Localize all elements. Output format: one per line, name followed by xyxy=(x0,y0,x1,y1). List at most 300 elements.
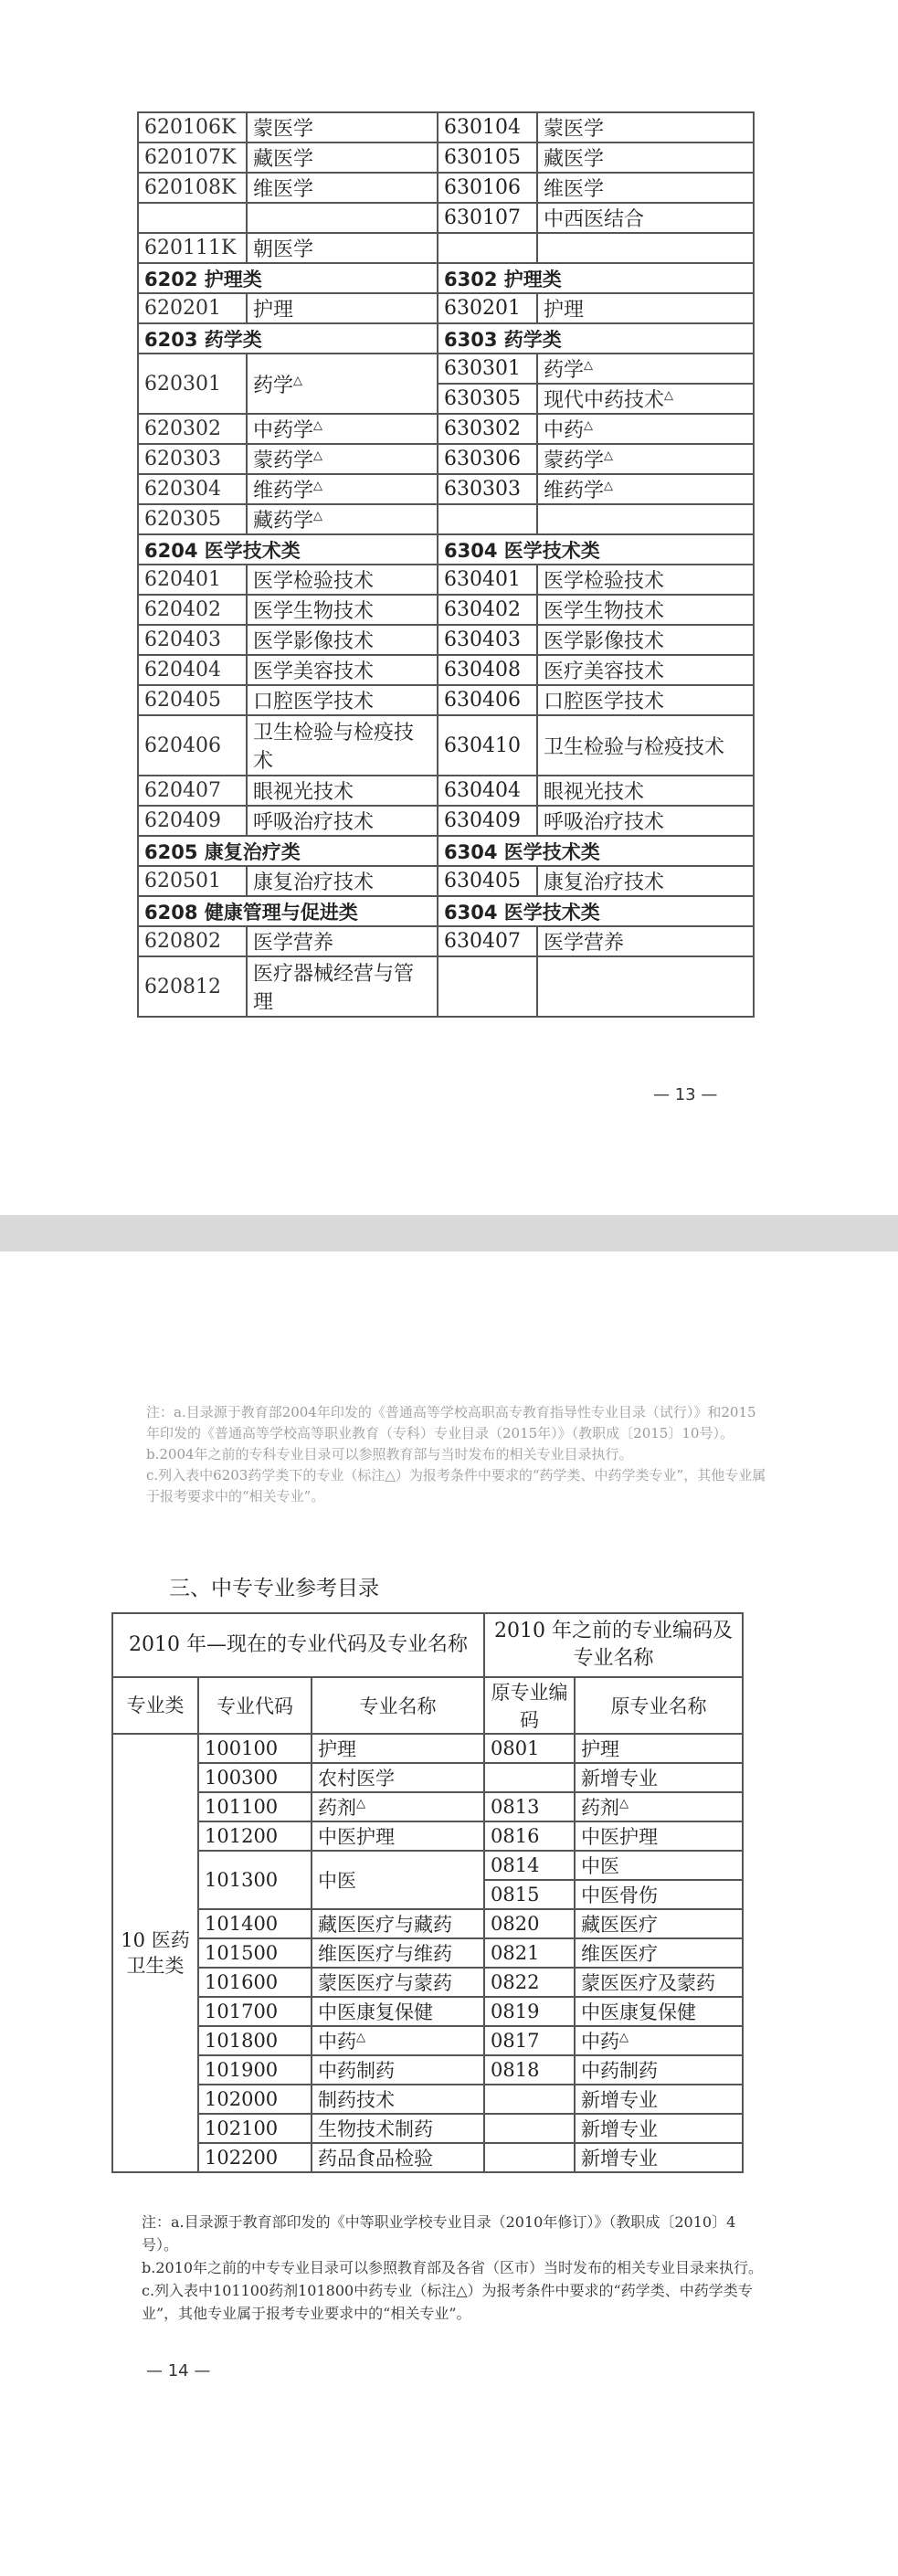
table-cell: 101600 xyxy=(198,1968,312,1997)
table-row xyxy=(112,1909,743,1938)
table-cell xyxy=(247,233,438,263)
table-cell: 630305 xyxy=(438,384,537,414)
category-heading: 6304 医学技术类 xyxy=(438,534,754,565)
table-cell xyxy=(575,1968,743,1997)
cell-text: 藏医学 xyxy=(544,148,605,171)
table-cell: 0816 xyxy=(484,1821,575,1851)
table-cell xyxy=(537,956,754,1017)
col-old-code: 原专业编码 xyxy=(484,1677,575,1734)
table-row xyxy=(138,866,754,896)
table-cell: 620404 xyxy=(138,655,247,685)
cell-text: 护理 xyxy=(253,299,294,322)
table-cell xyxy=(537,565,754,595)
table-cell xyxy=(312,1763,484,1792)
cell-text: 卫生检验与检疫技术 xyxy=(544,735,725,759)
triangle-mark: △ xyxy=(313,418,323,433)
table-row xyxy=(138,112,754,143)
table-cell: 0817 xyxy=(484,2026,575,2055)
cell-text: 中西医结合 xyxy=(544,208,645,231)
table-cell: 630402 xyxy=(438,595,537,625)
table-cell: 100300 xyxy=(198,1763,312,1792)
table-cell: 101100 xyxy=(198,1792,312,1821)
cell-text: 新增专业 xyxy=(581,2089,658,2111)
table-cell xyxy=(247,565,438,595)
cell-text: 药剂 xyxy=(581,1797,619,1819)
cell-text: 维医学 xyxy=(253,178,314,201)
table-cell: 620108K xyxy=(138,173,247,203)
table-cell xyxy=(312,1997,484,2026)
table-row xyxy=(138,625,754,655)
table-cell: 101400 xyxy=(198,1909,312,1938)
table-cell: 620409 xyxy=(138,806,247,836)
table-cell xyxy=(247,595,438,625)
cell-text: 药品食品检验 xyxy=(318,2148,433,2170)
table-cell: 630408 xyxy=(438,655,537,685)
cell-text: 维药学 xyxy=(253,480,314,502)
cell-text: 康复治疗技术 xyxy=(544,871,665,894)
cell-text: 中药 xyxy=(318,2031,356,2053)
table-cell xyxy=(312,1792,484,1821)
table-cell xyxy=(537,685,754,715)
triangle-mark: △ xyxy=(313,509,323,523)
table-cell: 620303 xyxy=(138,444,247,474)
cell-text: 藏医医疗 xyxy=(581,1914,658,1936)
page-13 xyxy=(0,0,898,1215)
category-heading: 6304 医学技术类 xyxy=(438,896,754,926)
table-cell: 医疗器械经营与管理 xyxy=(247,956,438,1017)
table-cell xyxy=(537,384,754,414)
table-cell xyxy=(247,926,438,956)
table-cell xyxy=(537,444,754,474)
cell-text: 医学生物技术 xyxy=(253,600,375,623)
table-cell: 620407 xyxy=(138,776,247,806)
cell-text: 呼吸治疗技术 xyxy=(544,811,665,834)
cell-text: 医学影像技术 xyxy=(544,630,665,653)
table-row xyxy=(138,534,754,565)
category-heading: 6303 药学类 xyxy=(438,323,754,354)
table-cell xyxy=(247,474,438,504)
table-cell: 620802 xyxy=(138,926,247,956)
table-cell: 0801 xyxy=(484,1734,575,1763)
table-cell xyxy=(312,2114,484,2143)
table-cell xyxy=(537,926,754,956)
category-heading: 6204 医学技术类 xyxy=(138,534,438,565)
cell-text: 维医学 xyxy=(544,178,605,201)
table-cell: 630201 xyxy=(438,293,537,323)
table-cell xyxy=(537,776,754,806)
higher-vocational-major-table xyxy=(137,111,755,1018)
table-row xyxy=(138,444,754,474)
table-row xyxy=(138,323,754,354)
table-cell: 0813 xyxy=(484,1792,575,1821)
triangle-mark: △ xyxy=(619,1797,629,1811)
page-gap xyxy=(0,1215,898,1251)
note-a: 注：a.目录源于教育部印发的《中等职业学校专业目录（2010年修订）》（教职成〔2010〕4号）。 xyxy=(142,2213,736,2254)
header-old: 2010 年之前的专业编码及专业名称 xyxy=(484,1613,743,1677)
cell-text: 护理 xyxy=(544,299,585,322)
table-cell xyxy=(537,655,754,685)
triangle-mark: △ xyxy=(293,374,303,388)
table-cell xyxy=(537,233,754,263)
table-cell: 620812 xyxy=(138,956,247,1017)
table-cell: 630104 xyxy=(438,112,537,143)
table-cell: 中医骨伤 xyxy=(575,1880,743,1909)
table-cell xyxy=(575,1734,743,1763)
col-name: 专业名称 xyxy=(312,1677,484,1734)
table-cell xyxy=(438,956,537,1017)
cell-text: 医学影像技术 xyxy=(253,630,375,653)
table-cell xyxy=(537,203,754,233)
table-cell: 0822 xyxy=(484,1968,575,1997)
table-cell xyxy=(575,1763,743,1792)
table-row xyxy=(112,2085,743,2114)
table-cell xyxy=(247,715,438,776)
table-row xyxy=(138,233,754,263)
table-cell: 0820 xyxy=(484,1909,575,1938)
cell-text: 医疗美容技术 xyxy=(544,660,665,683)
cell-text: 蒙医医疗及蒙药 xyxy=(581,1972,715,1994)
cell-text: 卫生检验与检疫技术 xyxy=(253,722,415,773)
table-cell xyxy=(537,715,754,776)
table-cell: 101800 xyxy=(198,2026,312,2055)
table-cell: 101700 xyxy=(198,1997,312,2026)
table-cell xyxy=(312,2143,484,2172)
cell-text: 口腔医学技术 xyxy=(253,691,375,713)
table-cell: 0814 xyxy=(484,1851,575,1880)
table-row xyxy=(138,263,754,293)
table-cell: 630301 xyxy=(438,354,537,384)
cell-text: 中药 xyxy=(581,2031,619,2053)
table-cell: 630107 xyxy=(438,203,537,233)
table-cell xyxy=(247,293,438,323)
cell-text: 药剂 xyxy=(318,1797,356,1819)
table-row xyxy=(112,1997,743,2026)
cell-text: 医学检验技术 xyxy=(544,570,665,593)
secondary-major-table xyxy=(111,1612,744,2173)
category-heading: 6304 医学技术类 xyxy=(438,836,754,866)
triangle-mark: △ xyxy=(604,449,614,463)
cell-text: 中医康复保健 xyxy=(318,2001,433,2023)
cell-text: 蒙医学 xyxy=(253,118,314,141)
table-row xyxy=(112,1821,743,1851)
cell-text: 制药技术 xyxy=(318,2089,395,2111)
table-row xyxy=(138,956,754,1017)
cell-text: 中药 xyxy=(544,419,585,442)
cell-text: 康复治疗技术 xyxy=(253,871,375,894)
table-cell: 630406 xyxy=(438,685,537,715)
cell-text: 朝医学 xyxy=(253,238,314,261)
cell-text: 药学 xyxy=(253,374,294,397)
triangle-mark: △ xyxy=(313,479,323,493)
table-row xyxy=(138,896,754,926)
cell-text: 药学 xyxy=(544,359,585,382)
header-new: 2010 年—现在的专业代码及专业名称 xyxy=(112,1613,484,1677)
table-cell: 620406 xyxy=(138,715,247,776)
table-cell xyxy=(247,354,438,414)
table-row xyxy=(112,2055,743,2085)
cell-text: 中医护理 xyxy=(581,1826,658,1848)
cell-text: 藏医医疗与藏药 xyxy=(318,1914,452,1936)
table-cell: 中医 xyxy=(575,1851,743,1880)
table-cell xyxy=(537,866,754,896)
cell-text: 医学检验技术 xyxy=(253,570,375,593)
table-row xyxy=(112,2026,743,2055)
triangle-mark: △ xyxy=(356,1797,365,1811)
table-cell: 102200 xyxy=(198,2143,312,2172)
table-row xyxy=(112,1734,743,1763)
table-cell: 630409 xyxy=(438,806,537,836)
table-cell: 101900 xyxy=(198,2055,312,2085)
table-cell xyxy=(247,625,438,655)
table-cell: 0818 xyxy=(484,2055,575,2085)
table-cell: 102100 xyxy=(198,2114,312,2143)
table-cell xyxy=(575,2085,743,2114)
table-row xyxy=(112,1968,743,1997)
cell-text: 口腔医学技术 xyxy=(544,691,665,713)
table-cell xyxy=(247,173,438,203)
table-cell xyxy=(484,2143,575,2172)
table-cell: 0819 xyxy=(484,1997,575,2026)
table-cell: 100100 xyxy=(198,1734,312,1763)
cell-text: 医学生物技术 xyxy=(544,600,665,623)
table-cell: 101300 xyxy=(198,1851,312,1909)
table-row xyxy=(138,203,754,233)
table-cell: 630303 xyxy=(438,474,537,504)
table-cell: 620402 xyxy=(138,595,247,625)
table-cell xyxy=(312,1968,484,1997)
table-cell: 620301 xyxy=(138,354,247,414)
note-a: 注：a.目录源于教育部2004年印发的《普通高等学校高职高专教育指导性专业目录（试行）》和2015年印发的《普通高等学校高等职业教育（专科）专业目录（2015年）》（教职成〔2015〕10号）。 xyxy=(146,1404,756,1441)
table-cell: 620403 xyxy=(138,625,247,655)
table-cell: 620405 xyxy=(138,685,247,715)
table-row xyxy=(138,414,754,444)
table-cell xyxy=(575,2026,743,2055)
table-cell xyxy=(575,2055,743,2085)
cell-text: 维药学 xyxy=(544,480,605,502)
table-cell xyxy=(247,776,438,806)
table-cell xyxy=(484,1763,575,1792)
table-cell xyxy=(537,112,754,143)
table-cell: 101500 xyxy=(198,1938,312,1968)
table-cell: 620305 xyxy=(138,504,247,534)
table-cell xyxy=(537,504,754,534)
table-cell: 101200 xyxy=(198,1821,312,1851)
table-row xyxy=(138,836,754,866)
table-row xyxy=(138,474,754,504)
table-cell: 630105 xyxy=(438,143,537,173)
table-cell: 630302 xyxy=(438,414,537,444)
table-cell xyxy=(537,143,754,173)
category-heading: 6302 护理类 xyxy=(438,263,754,293)
table-cell xyxy=(247,655,438,685)
table-cell: 630306 xyxy=(438,444,537,474)
cell-text: 医学营养 xyxy=(253,932,334,955)
table-row xyxy=(138,806,754,836)
table-cell xyxy=(537,595,754,625)
table-cell: 620111K xyxy=(138,233,247,263)
cell-text: 眼视光技术 xyxy=(253,781,354,804)
col-category: 专业类 xyxy=(112,1677,198,1734)
table-row xyxy=(112,1851,743,1880)
table-cell xyxy=(438,233,537,263)
note-b: b.2004年之前的专科专业目录可以参照教育部与当时发布的相关专业目录执行。 xyxy=(146,1446,633,1462)
table-cell: 620106K xyxy=(138,112,247,143)
table-row xyxy=(112,2143,743,2172)
cell-text: 中药制药 xyxy=(318,2060,395,2082)
triangle-mark: △ xyxy=(604,479,614,493)
cell-text: 藏药学 xyxy=(253,510,314,533)
table-cell xyxy=(537,173,754,203)
table-row xyxy=(138,504,754,534)
cell-text: 新增专业 xyxy=(581,2118,658,2140)
table-cell xyxy=(484,2085,575,2114)
table-cell xyxy=(312,2055,484,2085)
table-cell xyxy=(138,203,247,233)
table-cell: 630401 xyxy=(438,565,537,595)
col-code: 专业代码 xyxy=(198,1677,312,1734)
table-cell: 620201 xyxy=(138,293,247,323)
table-cell xyxy=(575,1909,743,1938)
table-cell xyxy=(247,806,438,836)
table-row xyxy=(112,1763,743,1792)
cell-text: 蒙医医疗与蒙药 xyxy=(318,1972,452,1994)
table-cell xyxy=(484,2114,575,2143)
triangle-mark: △ xyxy=(619,2031,629,2044)
cell-text: 蒙医学 xyxy=(544,118,605,141)
cell-text: 中医康复保健 xyxy=(581,2001,696,2023)
note-c: c.列入表中101100药剂101800中药专业（标注△）为报考条件中要求的“药学类、中药学类专业”，其他专业属于报考专业要求中的“相关专业”。 xyxy=(142,2282,753,2322)
triangle-mark: △ xyxy=(584,418,594,433)
notes-top xyxy=(146,1402,767,1507)
page-number: — 13 — xyxy=(653,1085,718,1104)
table-cell xyxy=(312,1909,484,1938)
cell-text: 护理 xyxy=(318,1738,356,1760)
table-cell xyxy=(247,685,438,715)
cell-text: 藏医学 xyxy=(253,148,314,171)
table-cell xyxy=(312,1734,484,1763)
table-cell xyxy=(312,2026,484,2055)
table-cell: 620304 xyxy=(138,474,247,504)
table-row xyxy=(138,354,754,384)
cell-text: 生物技术制药 xyxy=(318,2118,433,2140)
table-cell xyxy=(537,354,754,384)
table-cell: 630407 xyxy=(438,926,537,956)
table-cell xyxy=(575,1792,743,1821)
note-b: b.2010年之前的中专专业目录可以参照教育部及各省（区市）当时发布的相关专业目录来执行。 xyxy=(142,2259,764,2276)
cell-text: 中药学 xyxy=(253,419,314,442)
table-cell xyxy=(537,474,754,504)
category-heading: 6202 护理类 xyxy=(138,263,438,293)
table-cell xyxy=(247,504,438,534)
table-row xyxy=(138,715,754,776)
table-cell: 620401 xyxy=(138,565,247,595)
triangle-mark: △ xyxy=(356,2031,365,2044)
table-cell xyxy=(575,1938,743,1968)
table-cell xyxy=(312,2085,484,2114)
table-cell xyxy=(575,2114,743,2143)
cell-text: 呼吸治疗技术 xyxy=(253,811,375,834)
cell-text: 维医医疗 xyxy=(581,1943,658,1965)
note-c: c.列入表中6203药学类下的专业（标注△）为报考条件中要求的“药学类、中药学类专业”，其他专业属于报考要求中的“相关专业”。 xyxy=(146,1467,766,1504)
notes-bottom xyxy=(142,2211,772,2325)
category-heading: 6205 康复治疗类 xyxy=(138,836,438,866)
table-cell: 620501 xyxy=(138,866,247,896)
cell-text: 维医医疗与维药 xyxy=(318,1943,452,1965)
table-cell: 630403 xyxy=(438,625,537,655)
cell-text: 新增专业 xyxy=(581,1768,658,1789)
table-cell xyxy=(247,143,438,173)
table-cell: 620302 xyxy=(138,414,247,444)
table-row xyxy=(138,143,754,173)
table-cell xyxy=(575,2143,743,2172)
table-cell: 0821 xyxy=(484,1938,575,1968)
cell-text: 护理 xyxy=(581,1738,619,1760)
category-heading: 6203 药学类 xyxy=(138,323,438,354)
table-row xyxy=(138,776,754,806)
triangle-mark: △ xyxy=(664,388,674,403)
cell-text: 蒙药学 xyxy=(253,449,314,472)
table-cell xyxy=(575,1821,743,1851)
table-cell xyxy=(312,1821,484,1851)
cell-text: 中医护理 xyxy=(318,1826,395,1848)
table-row xyxy=(138,655,754,685)
table-row xyxy=(112,1938,743,1968)
table-cell xyxy=(247,203,438,233)
category-heading: 6208 健康管理与促进类 xyxy=(138,896,438,926)
table-cell: 630405 xyxy=(438,866,537,896)
table-cell: 620107K xyxy=(138,143,247,173)
table-cell xyxy=(537,293,754,323)
page-number: — 14 — xyxy=(146,2361,211,2381)
table-cell: 中医 xyxy=(312,1851,484,1909)
table-cell: 102000 xyxy=(198,2085,312,2114)
cell-text: 现代中药技术 xyxy=(544,389,665,412)
table-cell xyxy=(537,625,754,655)
table-cell: 0815 xyxy=(484,1880,575,1909)
section-title: 三、中专专业参考目录 xyxy=(169,1577,379,1600)
triangle-mark: △ xyxy=(313,449,323,463)
table-row xyxy=(138,565,754,595)
table-cell xyxy=(247,112,438,143)
cell-text: 蒙药学 xyxy=(544,449,605,472)
cell-text: 眼视光技术 xyxy=(544,781,645,804)
table-row xyxy=(138,293,754,323)
table-row xyxy=(138,595,754,625)
cell-text: 农村医学 xyxy=(318,1768,395,1789)
table-cell xyxy=(575,1997,743,2026)
table-cell: 630410 xyxy=(438,715,537,776)
table-row xyxy=(112,1792,743,1821)
table-cell xyxy=(312,1938,484,1968)
col-old-name: 原专业名称 xyxy=(575,1677,743,1734)
triangle-mark: △ xyxy=(584,358,594,373)
table-row xyxy=(112,2114,743,2143)
cell-text: 医学营养 xyxy=(544,932,625,955)
table-cell xyxy=(247,414,438,444)
table-cell xyxy=(247,444,438,474)
table-cell xyxy=(438,504,537,534)
table-row xyxy=(138,926,754,956)
table-cell: 630404 xyxy=(438,776,537,806)
table-cell xyxy=(537,806,754,836)
category-cell: 10 医药卫生类 xyxy=(112,1734,198,2172)
table-row xyxy=(138,685,754,715)
cell-text: 新增专业 xyxy=(581,2148,658,2170)
table-cell xyxy=(247,866,438,896)
cell-text: 医学美容技术 xyxy=(253,660,375,683)
cell-text: 中药制药 xyxy=(581,2060,658,2082)
table-cell xyxy=(537,414,754,444)
